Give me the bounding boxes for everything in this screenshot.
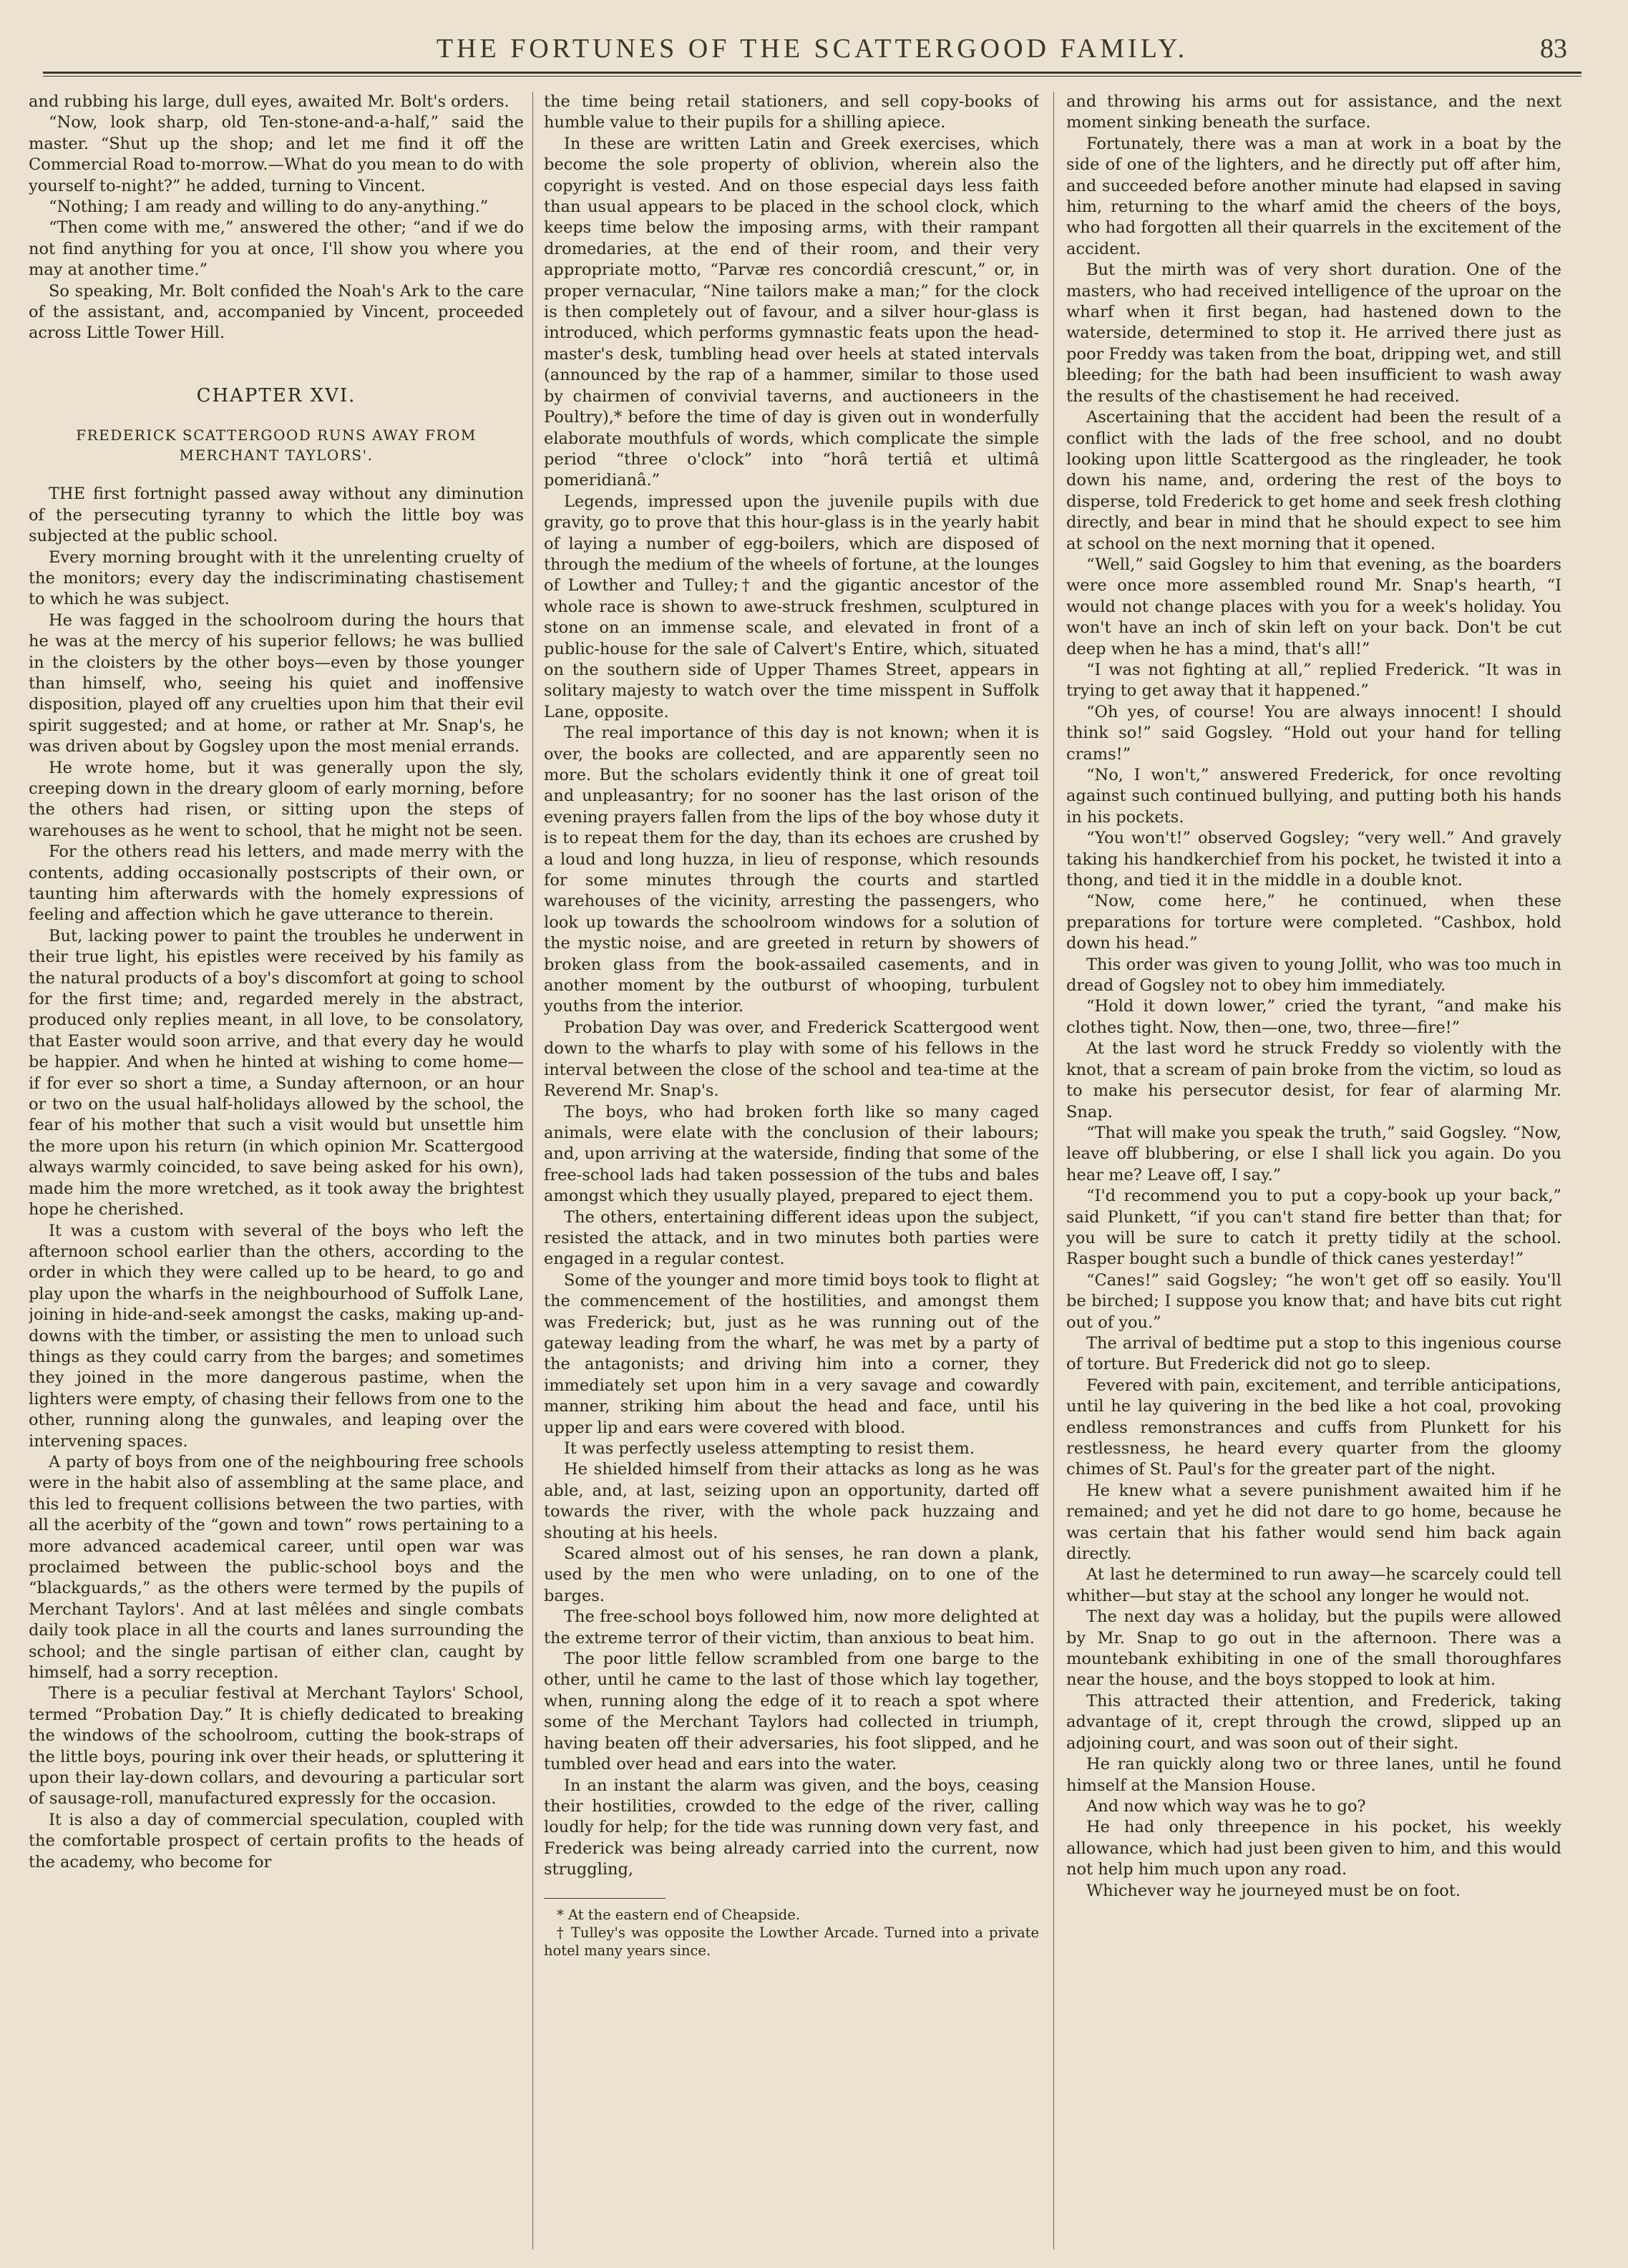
header-rule: [43, 72, 1581, 74]
paragraph: THE first fortnight passed away without any diminution of the persecuting tyranny to which the little boy was subjected at the public school.: [29, 485, 524, 546]
paragraph: The boys, who had broken forth like so many caged animals, were elate with the conclusion of their labours; and, upon arriving at the waterside, finding that some of the free-school lads had taken possession of the tubs and bales amongst which they usually played, prepared to eject them.: [544, 1102, 1039, 1206]
paragraph: “You won't!” observed Gogsley; “very well.” And gravely taking his handkerchief from his pocket, he twisted it into a thong, and tied it in the middle in a double knot.: [1066, 829, 1561, 890]
paragraph: Legends, impressed upon the juvenile pupils with due gravity, go to prove that this hour-glass is in the yearly habit of laying a number of egg-boilers, which are disposed of through the medium of the wheels of fortune, at the lounges of Lowther and Tulley;† and the gigantic ancestor of the whole race is shown to awe-struck freshmen, sculptured in stone on an immense scale, and elevated in front of a public-house for the sale of Calvert's Entire, which, situated on the southern side of Upper Thames Street, appears in solitary majesty to watch over the time misspent in Suffolk Lane, opposite.: [544, 492, 1039, 721]
paragraph: “Hold it down lower,” cried the tyrant, “and make his clothes tight. Now, then—one, two, three—fire!”: [1066, 997, 1561, 1037]
paragraph: the time being retail stationers, and sell copy-books of humble value to their pupils for a shilling apiece.: [544, 92, 1039, 132]
paragraph: He had only threepence in his pocket, his weekly allowance, which had just been given to him, and this would not help him much upon any road.: [1066, 1818, 1561, 1879]
column-divider: [1053, 92, 1054, 2249]
paragraph: For the others read his letters, and made merry with the contents, adding occasionally postscripts of their own, or taunting him afterwards with the homely expressions of feeling and affection which he gave utterance to therein.: [29, 842, 524, 925]
column-divider: [532, 92, 533, 2249]
paragraph: At last he determined to run away—he scarcely could tell whither—but stay at the school any longer he would not.: [1066, 1565, 1561, 1605]
column-2: [544, 92, 1039, 2246]
paragraph: He was fagged in the schoolroom during the hours that he was at the mercy of his superior fellows; he was bullied in the cloisters by the other boys—even by those younger than himself, who, seeing his quiet and inoffensive disposition, played off any cruelties upon him that their evil spirit suggested; and at home, or rather at Mr. Snap's, he was driven about by Gogsley upon the most menial errands.: [29, 610, 524, 756]
paragraph: He ran quickly along two or three lanes, until he found himself at the Mansion House.: [1066, 1755, 1561, 1795]
paragraph: At the last word he struck Freddy so violently with the knot, that a scream of pain broke from the victim, so loud as to make his persecutor desist, for fear of alarming Mr. Snap.: [1066, 1039, 1561, 1121]
paragraph: Some of the younger and more timid boys took to flight at the commencement of the hostilities, and amongst them was Frederick; but, just as he was running out of the gateway leading from the wharf, he was met by a party of the antagonists; and driving him into a corner, they immediately set upon him in a very savage and cowardly manner, striking him about the head and face, until his upper lip and ears were covered with blood.: [544, 1270, 1039, 1437]
paragraph: There is a peculiar festival at Merchant Taylors' School, termed “Probation Day.” It is chiefly dedicated to breaking the windows of the schoolroom, cutting the book-straps of the little boys, pouring ink over their heads, or spluttering it upon their lay-down collars, and devouring a particular sort of sausage-roll, manufactured expressly for the occasion.: [29, 1684, 524, 1809]
paragraph: Probation Day was over, and Frederick Scattergood went down to the wharfs to play with some of his fellows in the interval between the close of the school and tea-time at the Reverend Mr. Snap's.: [544, 1018, 1039, 1101]
paragraph: Every morning brought with it the unrelenting cruelty of the monitors; every day the indiscriminating chastisement to which he was subject.: [29, 547, 524, 609]
paragraph: In an instant the alarm was given, and the boys, ceasing their hostilities, crowded to the edge of the river, calling loudly for help; for the tide was running down very fast, and Frederick was being already carried into the current, now struggling,: [544, 1776, 1039, 1879]
paragraph: And now which way was he to go?: [1086, 1796, 1366, 1816]
paragraph: Fortunately, there was a man at work in a boat by the side of one of the lighters, and he directly put off after him, and succeeded before another minute had elapsed in saving him, returning to the wharf amid the cheers of the boys, who had forgotten all their quarrels in the excitement of the accident.: [1066, 134, 1561, 258]
chapter-title: CHAPTER XVI.: [196, 384, 356, 407]
paragraph: The others, entertaining different ideas upon the subject, resisted the attack, and in two minutes both parties were engaged in a regular contest.: [544, 1207, 1039, 1269]
footnote-rule: [544, 1898, 666, 1899]
running-title: THE FORTUNES OF THE SCATTERGOOD FAMILY.: [436, 34, 1189, 64]
paragraph: “Canes!” said Gogsley; “he won't get off so easily. You'll be birched; I suppose you know that; and have bits cut right out of you.”: [1066, 1270, 1561, 1332]
chapter-subtitle: FREDERICK SCATTERGOOD RUNS AWAY FROM MERCHANT TAYLORS'.: [76, 427, 477, 464]
footnote: * At the eastern end of Cheapside.: [557, 1906, 801, 1923]
paragraph: It was a custom with several of the boys who left the afternoon school earlier than the others, according to the order in which they were called up to be heard, to go and play upon the wharfs in the neighbourhood of Suffolk Lane, joining in hide-and-seek amongst the casks, making up-and-downs with the timber, or assisting the men to unload such things as they could carry from the barges; and sometimes they joined in the more dangerous pastime, when the lighters were empty, of chasing their fellows from one to the other, running along the gunwales, and leaping over the intervening spaces.: [29, 1221, 524, 1451]
paragraph: The free-school boys followed him, now more delighted at the extreme terror of their victim, than anxious to beat him.: [544, 1607, 1039, 1648]
paragraph: Ascertaining that the accident had been the result of a conflict with the lads of the free school, and no doubt looking upon little Scattergood as the ringleader, he took down his name, and, ordering the rest of the boys to disperse, told Frederick to get home and seek fresh clothing directly, and bear in mind that he should expect to see him at school on the next morning that it opened.: [1066, 408, 1561, 553]
paragraph: Whichever way he journeyed must be on foot.: [1086, 1881, 1461, 1900]
paragraph: “I'd recommend you to put a copy-book up your back,” said Plunkett, “if you can't stand fire better than that; for you will be sure to catch it pretty tidily at the school. Rasper bought such a bundle of thick canes yesterday!”: [1066, 1187, 1561, 1269]
footnote: † Tulley's was opposite the Lowther Arcade. Turned into a private hotel many years since.: [544, 1924, 1039, 1959]
column-3: [1066, 92, 1561, 2246]
paragraph: The real importance of this day is not known; when it is over, the books are collected, and are apparently seen no more. But the scholars evidently think it one of great toil and unpleasantry; for no sooner has the last orison of the evening prayers fallen from the lips of the boy whose duty it is to repeat them for the day, than its echoes are crushed by a loud and long huzza, in lieu of response, which resounds for some minutes through the courts and startled warehouses of the vicinity, arresting the passengers, who look up towards the schoolroom windows for a solution of the mystic noise, and are greeted in return by showers of broken glass from the book-assailed casements, and in another moment by the outburst of whooping, turbulent youths from the interior.: [544, 724, 1039, 1016]
paragraph: “Oh yes, of course! You are always innocent! I should think so!” said Gogsley. “Hold out your hand for telling crams!”: [1066, 702, 1561, 764]
paragraph: In these are written Latin and Greek exercises, which become the sole property of oblivion, wherein also the copyright is vested. And on those especial days less faith than usual appears to be placed in the school clock, which keeps time below the imposing arms, with their rampant dromedaries, at the end of their room, and their very appropriate motto, “Parvæ res concordiâ crescunt,” or, in proper vernacular, “Nine tailors make a man;” for the clock is then completely out of favour, and a silver hour-glass is introduced, which performs gymnastic feats upon the head-master's desk, tumbling head over heels at stated intervals (announced by the rap of a hammer, similar to those used by chairmen of convivial taverns, and auctioneers in the Poultry),* before the time of day is given out in wonderfully elaborate mouthfuls of words, which complicate the simple period “three o'clock” into “horâ tertiâ et ultimâ pomeridianâ.”: [544, 134, 1039, 490]
paragraph: “That will make you speak the truth,” said Gogsley. “Now, leave off blubbering, or else I shall lick you again. Do you hear me? Leave off, I say.”: [1066, 1123, 1561, 1184]
paragraph: and throwing his arms out for assistance, and the next moment sinking beneath the surface.: [1066, 92, 1561, 132]
paragraph: The poor little fellow scrambled from one barge to the other, until he came to the last of those which lay together, when, running along the edge of it to reach a spot where some of the Merchant Taylors had collected in triumph, having beaten off their adversaries, his foot slipped, and he tumbled over head and ears into the water.: [544, 1650, 1039, 1774]
paragraph: and rubbing his large, dull eyes, awaited Mr. Bolt's orders.: [29, 92, 510, 111]
header-rule-thin: [43, 76, 1581, 77]
paragraph: “Then come with me,” answered the other; “and if we do not find anything for you at once, I'll show you where you may at another time.”: [29, 218, 524, 280]
paragraph: “Well,” said Gogsley to him that evening, as the boarders were once more assembled round Mr. Snap's hearth, “I would not change places with you for a week's holiday. You won't have an inch of skin left on your back. Don't be cut deep when he has a mind, that's all!”: [1066, 555, 1561, 658]
paragraph: “Now, come here,” he continued, when these preparations for torture were completed. “Cashbox, hold down his head.”: [1066, 892, 1561, 953]
column-1: [29, 92, 524, 2246]
paragraph: This order was given to young Jollit, who was too much in dread of Gogsley not to obey him immediately.: [1066, 955, 1561, 996]
paragraph: Fevered with pain, excitement, and terrible anticipations, until he lay quivering in the bed like a hot coal, provoking endless remonstrances and cuffs from Plunkett for his restlessness, he heard every quarter from the gloomy chimes of St. Paul's for the greater part of the night.: [1066, 1376, 1561, 1479]
paragraph: “No, I won't,” answered Frederick, for once revolting against such continued bullying, and putting both his hands in his pockets.: [1066, 766, 1561, 827]
paragraph: A party of boys from one of the neighbouring free schools were in the habit also of assembling at the same place, and this led to frequent collisions between the two parties, with all the acerbity of the “gown and town” rows pertaining to a more advanced academical career, until open war was proclaimed between the public-school boys and the “blackguards,” as the others were termed by the pupils of Merchant Taylors'. And at last mêlées and single combats daily took place in all the courts and lanes surrounding the school; and the single partisan of either clan, caught by himself, had a sorry reception.: [29, 1452, 524, 1683]
page-number: 83: [1540, 34, 1567, 64]
paragraph: So speaking, Mr. Bolt confided the Noah's Ark to the care of the assistant, and, accompanied by Vincent, proceeded across Little Tower Hill.: [29, 281, 524, 343]
footnotes: [544, 1906, 1039, 1960]
paragraph: It was perfectly useless attempting to resist them.: [564, 1439, 975, 1458]
paragraph: The next day was a holiday, but the pupils were allowed by Mr. Snap to go out in the afternoon. There was a mountebank exhibiting in one of the small thoroughfares near the house, and the boys stopped to look at him.: [1066, 1607, 1561, 1690]
paragraph: “Now, look sharp, old Ten-stone-and-a-half,” said the master. “Shut up the shop; and let me find it off the Commercial Road to-morrow.—What do you mean to do with yourself to-night?” he added, turning to Vincent.: [29, 113, 524, 195]
paragraph: But, lacking power to paint the troubles he underwent in their true light, his epistles were received by his family as the natural products of a boy's discomfort at going to school for the first time; and, regarded merely in the abstract, produced only replies meant, in all love, to be consolatory, that Easter would soon arrive, and that every day he would be happier. And when he hinted at wishing to come home—if for ever so short a time, a Sunday afternoon, or an hour or two on the usual half-holidays allowed by the school, the fear of his mother that such a visit would but unsettle him the more upon his return (in which opinion Mr. Scattergood always warmly coincided, to save being asked for his own), made him the more wretched, as it took away the brightest hope he cherished.: [29, 926, 524, 1220]
paragraph: This attracted their attention, and Frederick, taking advantage of it, crept through the crowd, slipped up an adjoining court, and was soon out of their sight.: [1066, 1691, 1561, 1753]
paragraph: He knew what a severe punishment awaited him if he remained; and yet he did not dare to go home, because he was certain that his father would send him back again directly.: [1066, 1481, 1561, 1564]
paragraph: But the mirth was of very short duration. One of the masters, who had received intelligence of the uproar on the wharf when it first began, had hastened down to the waterside, determined to stop it. He arrived there just as poor Freddy was taken from the boat, dripping wet, and still bleeding; for the bath had been insufficient to wash away the results of the chastisement he had received.: [1066, 261, 1561, 406]
paragraph: He wrote home, but it was generally upon the sly, creeping down in the dreary gloom of early morning, before the others had risen, or sitting upon the steps of warehouses as he went to school, that he might not be seen.: [29, 758, 524, 840]
page-header: [43, 27, 1581, 70]
paragraph: Scared almost out of his senses, he ran down a plank, used by the men who were unlading, on to one of the barges.: [544, 1544, 1039, 1605]
paragraph: “Nothing; I am ready and willing to do any-anything.”: [49, 198, 489, 217]
paragraph: “I was not fighting at all,” replied Frederick. “It was in trying to get away that it happened.”: [1066, 660, 1561, 701]
paragraph: He shielded himself from their attacks as long as he was able, and, at last, seizing upon an opportunity, darted off towards the river, with the whole pack huzzaing and shouting at his heels.: [544, 1460, 1039, 1542]
paragraph: The arrival of bedtime put a stop to this ingenious course of torture. But Frederick did not go to sleep.: [1066, 1333, 1561, 1374]
paragraph: It is also a day of commercial speculation, coupled with the comfortable prospect of certain profits to the heads of the academy, who become for: [29, 1810, 524, 1872]
